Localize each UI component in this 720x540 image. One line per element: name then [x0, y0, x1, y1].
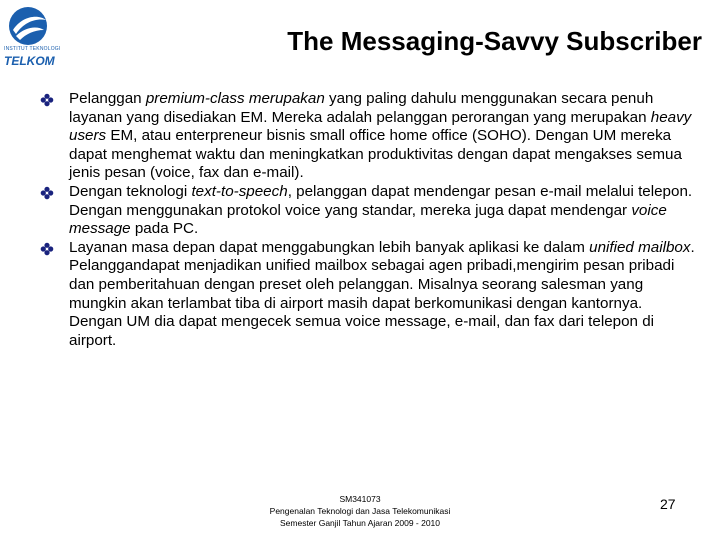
diamond-bullet-icon	[40, 186, 54, 200]
bullet-text-italic: heavy users	[69, 108, 692, 145]
bullet-list	[40, 90, 695, 350]
bullet-text-italic: text-to-speech	[191, 182, 288, 200]
bullet-text-italic: voice message	[69, 201, 667, 238]
bullet-item	[40, 183, 695, 239]
bullet-text: yang paling dahulu menggunakan secara penuh layanan yang disediakan EM. Mereka adalah pelanggan perorangan yang merupakan	[69, 90, 654, 126]
bullet-text: . Pelanggandapat menjadikan unified mailbox sebagai agen pribadi,mengirim pesan pribadi dan pemberitahuan dengan preset oleh pelanggan. Misalnya seorang salesman yang mungkin akan terlambat tiba di airport masih dapat berkomunikasi dengan kantornya. Dengan UM dia dapat mengecek semua voice message, e-mail, dan fax dari telepon di airport.	[69, 238, 695, 349]
logo-small-text: INSTITUT TEKNOLOGI	[4, 46, 61, 52]
footer-semester: Semester Ganjil Tahun Ajaran 2009 - 2010	[279, 518, 441, 528]
diamond-bullet-icon	[40, 242, 54, 256]
bullet-text-italic: premium-class merupakan	[145, 90, 325, 107]
diamond-bullet-icon	[40, 93, 54, 107]
bullet-text: pada PC.	[130, 220, 199, 238]
bullet-text: Layanan masa depan dapat menggabungkan lebih banyak aplikasi ke dalam	[69, 238, 590, 256]
bullet-text: Pelanggan	[69, 90, 146, 107]
bullet-item	[40, 90, 695, 183]
logo-brand-text: TELKOM	[4, 54, 55, 68]
bullet-text: EM, atau enterpreneur bisnis small office home office (SOHO). Dengan UM mereka dapat menghemat waktu dan meningkatkan produktivitas dengan dapat mengakses semua jenis pesan (voice, fax dan e-mail).	[69, 127, 682, 182]
footer	[235, 493, 485, 529]
bullet-text: Dengan teknologi	[69, 182, 192, 200]
bullet-item	[40, 239, 695, 351]
bullet-text: , pelanggan dapat mendengar pesan e-mail melalui telepon. Dengan menggunakan protokol voice yang standar, mereka juga dapat mendengar	[69, 182, 693, 219]
bullet-text-italic: unified mailbox	[589, 238, 691, 256]
page-number: 27	[660, 496, 676, 512]
footer-course-code: SM341073	[339, 494, 381, 504]
footer-course-name: Pengenalan Teknologi dan Jasa Telekomunikasi	[269, 506, 451, 516]
page-title: The Messaging-Savvy Subscriber	[287, 26, 702, 56]
